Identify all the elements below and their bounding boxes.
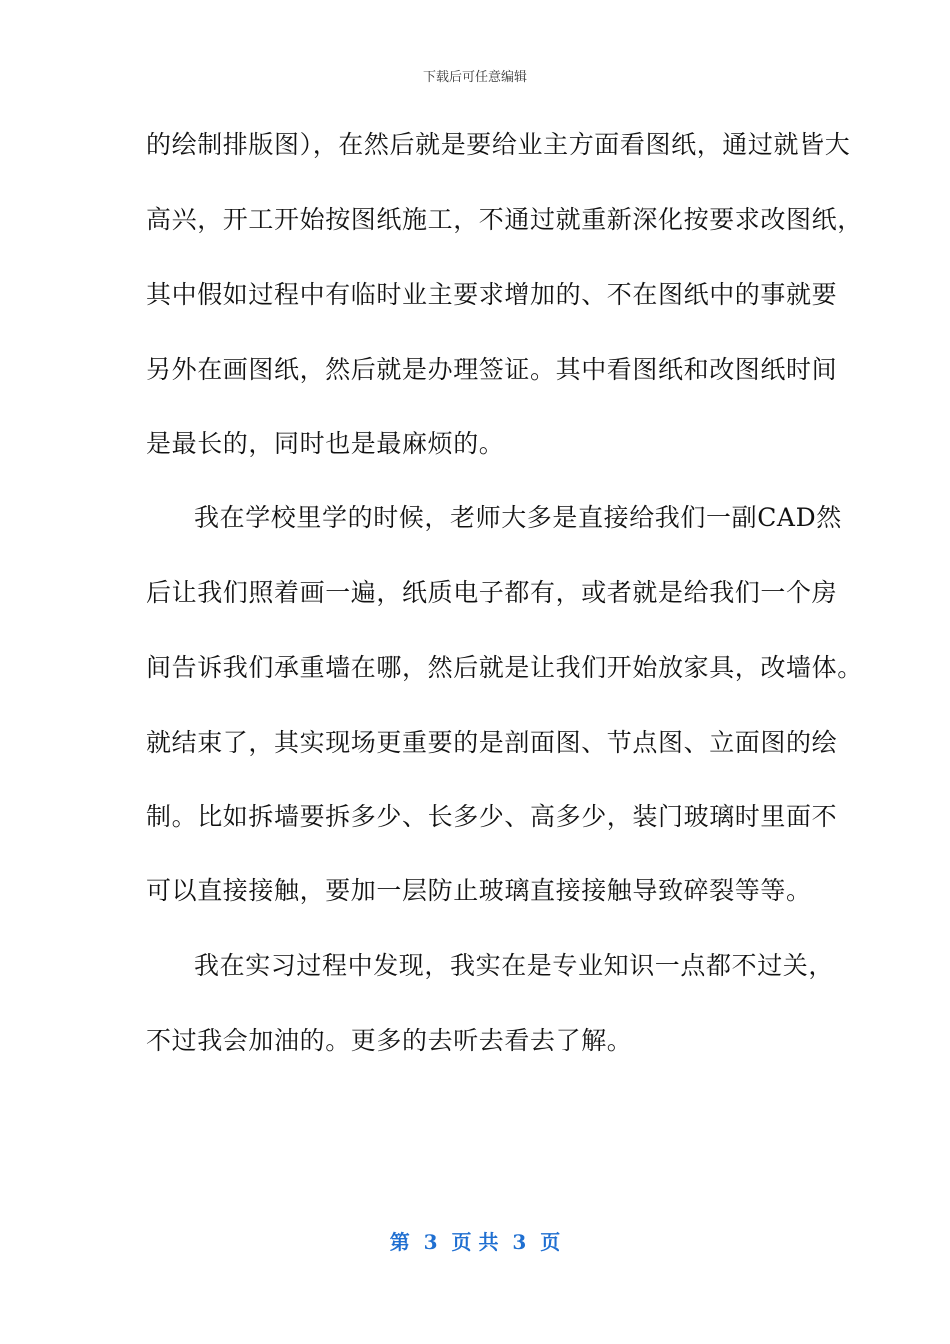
text-line: 是最长的，同时也是最麻烦的。 bbox=[146, 429, 505, 458]
text-line: 后让我们照着画一遍，纸质电子都有，或者就是给我们一个房 bbox=[146, 578, 838, 607]
paragraph-first-line: 我在实习过程中发现，我实在是专业知识一点都不过关， bbox=[194, 951, 835, 980]
paragraph-first-line: 我在学校里学的时候，老师大多是直接给我们一副CAD然 bbox=[194, 503, 842, 532]
text-line: 其中假如过程中有临时业主要求增加的、不在图纸中的事就要 bbox=[146, 280, 838, 309]
text-line: 高兴，开工开始按图纸施工，不通过就重新深化按要求改图纸， bbox=[146, 205, 863, 234]
text-line: 不过我会加油的。更多的去听去看去了解。 bbox=[146, 1026, 633, 1055]
text-line: 制。比如拆墙要拆多少、长多少、高多少，装门玻璃时里面不 bbox=[146, 802, 838, 831]
text-line: 的绘制排版图），在然后就是要给业主方面看图纸，通过就皆大 bbox=[146, 130, 851, 159]
text-line: 就结束了，其实现场更重要的是剖面图、节点图、立面图的绘 bbox=[146, 728, 838, 757]
header-note: 下载后可任意编辑 bbox=[422, 70, 527, 85]
text-line: 可以直接接触，要加一层防止玻璃直接接触导致碎裂等等。 bbox=[146, 876, 812, 905]
text-line: 另外在画图纸，然后就是办理签证。其中看图纸和改图纸时间 bbox=[146, 355, 838, 384]
page-number-footer: 第 3 页 共 3 页 bbox=[389, 1230, 561, 1254]
text-line: 间告诉我们承重墙在哪，然后就是让我们开始放家具，改墙体。 bbox=[146, 653, 863, 682]
